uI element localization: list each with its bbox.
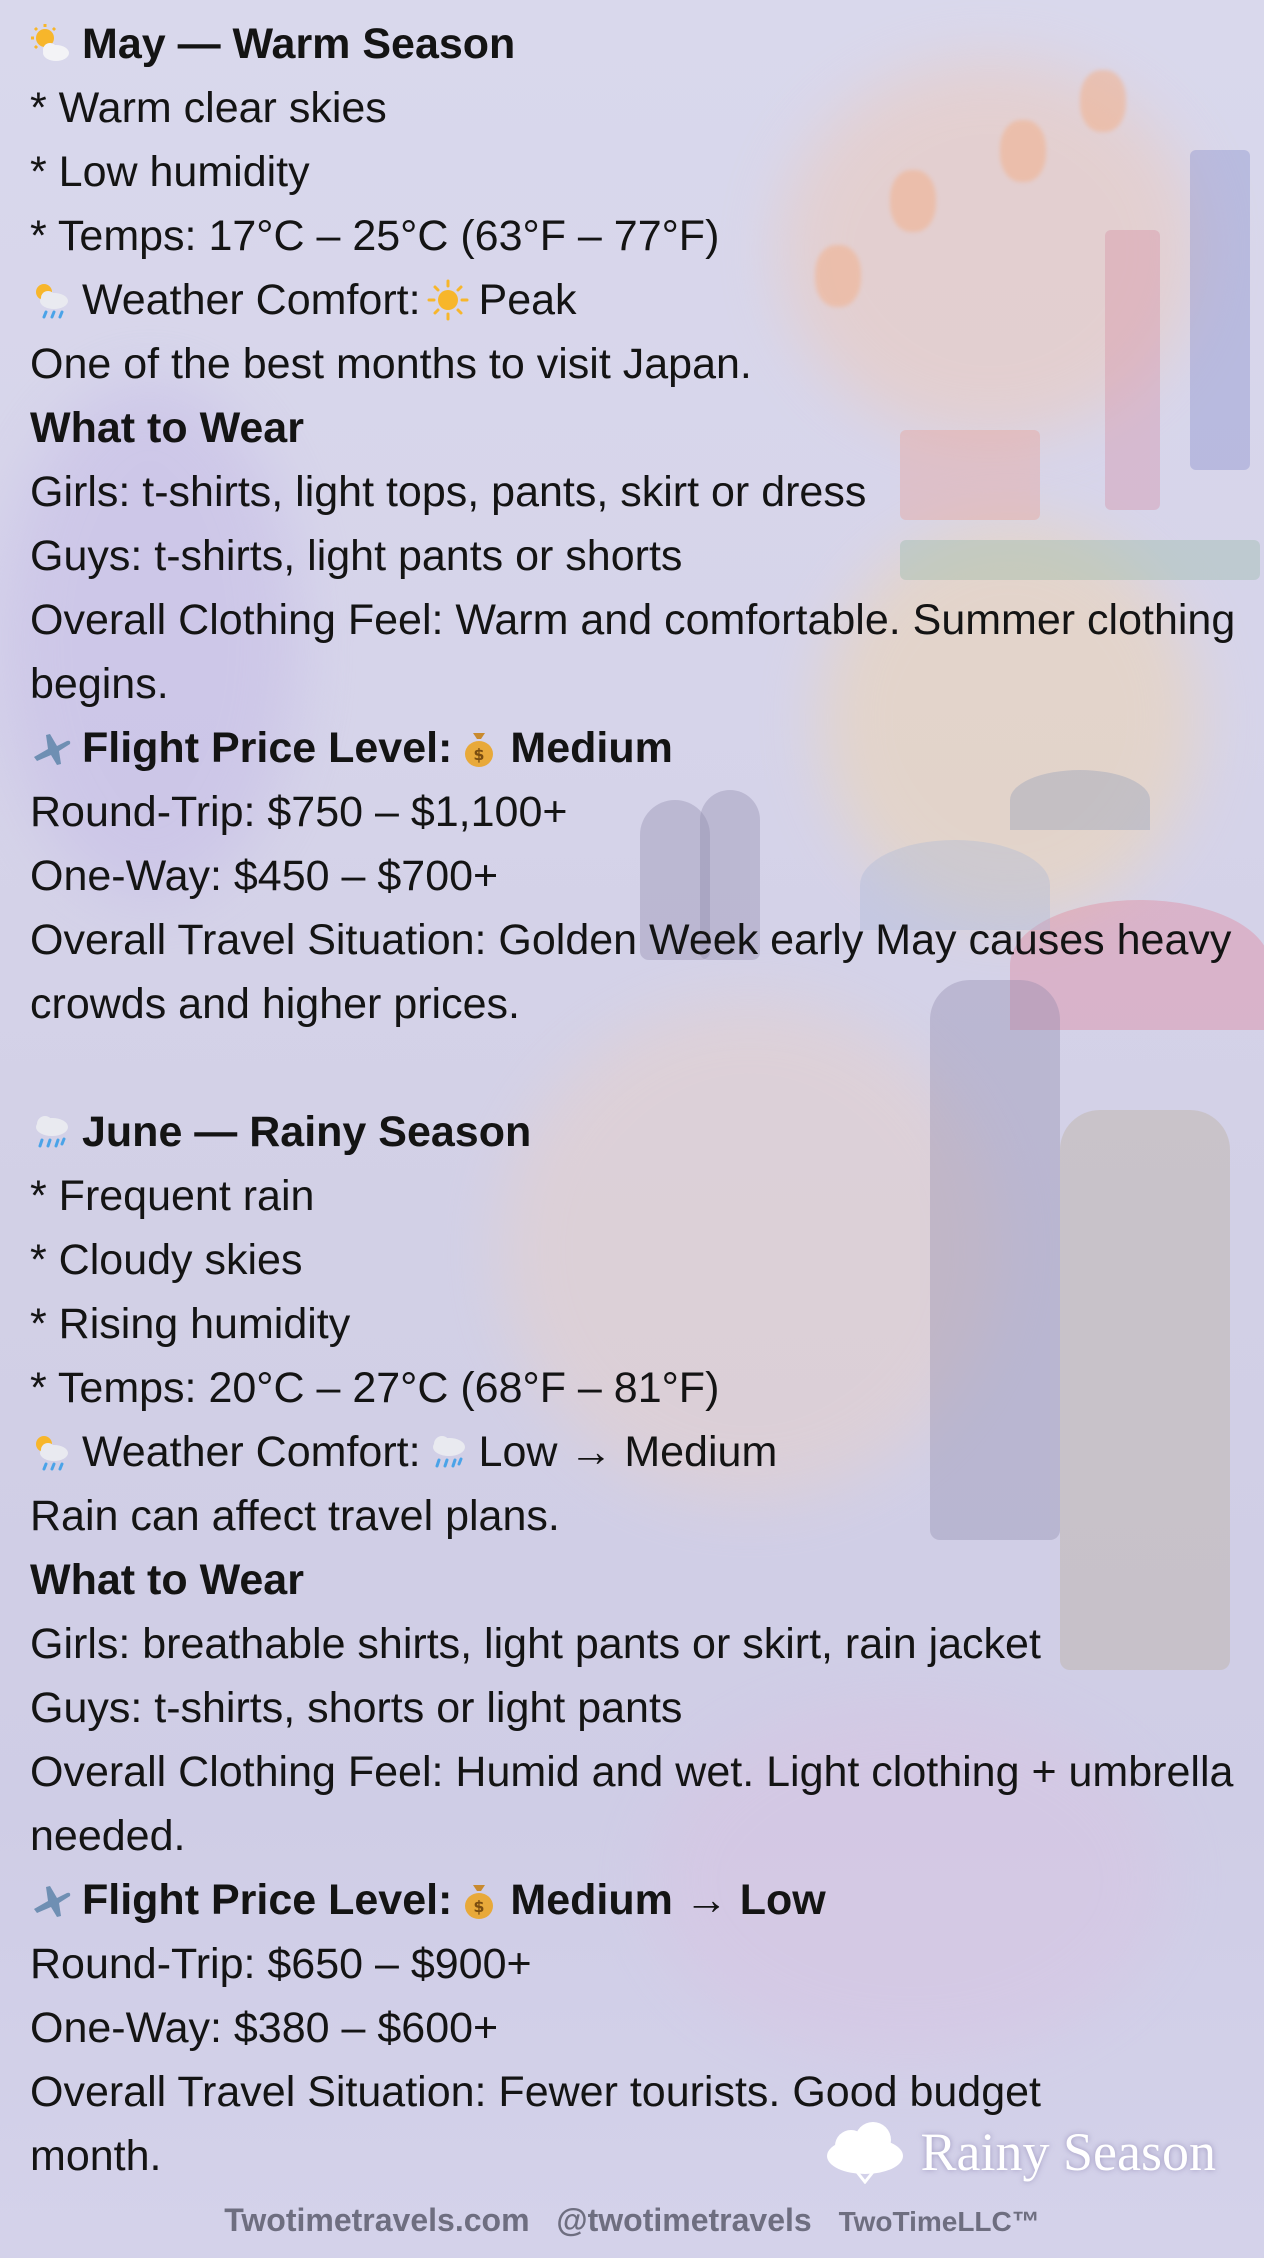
airplane-icon <box>30 1879 72 1921</box>
may-heading-text: May — Warm Season <box>82 20 516 68</box>
may-wear-heading: What to Wear <box>30 404 304 452</box>
june-note: Rain can affect travel plans. <box>30 1492 560 1540</box>
money-bag-icon <box>458 727 500 769</box>
june-one-way: One-Way: $380 – $600+ <box>30 2004 499 2052</box>
footer-credits <box>0 2202 1264 2239</box>
may-comfort-value: Peak <box>478 276 577 324</box>
cloud-with-rain-icon <box>427 1431 469 1473</box>
june-flight-price <box>30 1868 1240 1932</box>
may-bullet-temps: * Temps: 17°C – 25°C (63°F – 77°F) <box>30 212 720 260</box>
cloud-logo-icon <box>821 2120 907 2184</box>
may-bullet-skies: * Warm clear skies <box>30 84 387 132</box>
june-weather-comfort <box>30 1420 1240 1484</box>
june-flight-label: Flight Price Level: <box>82 1876 453 1924</box>
june-bullet-humidity: * Rising humidity <box>30 1300 351 1348</box>
june-bullet-rain: * Frequent rain <box>30 1172 315 1220</box>
svg-text:$: $ <box>473 745 485 764</box>
june-comfort-value: Low → Medium <box>478 1428 778 1476</box>
sun-behind-cloud-icon <box>30 23 72 65</box>
sun-behind-rain-cloud-icon <box>30 279 72 321</box>
sun-icon <box>427 279 469 321</box>
may-wear-guys: Guys: t-shirts, light pants or shorts <box>30 532 683 580</box>
footer-brand: TwoTimeLLC™ <box>838 2206 1040 2237</box>
june-comfort-label: Weather Comfort: <box>82 1428 421 1476</box>
may-travel-situation: Overall Travel Situation: Golden Week early May causes heavy crowds and higher prices. <box>30 916 1232 1028</box>
footer-handle[interactable]: @twotimetravels <box>556 2202 812 2238</box>
svg-text:$: $ <box>473 1897 485 1916</box>
watermark-text: Rainy Season <box>920 2122 1216 2182</box>
may-note: One of the best months to visit Japan. <box>30 340 752 388</box>
sun-behind-rain-cloud-icon <box>30 1431 72 1473</box>
may-round-trip: Round-Trip: $750 – $1,100+ <box>30 788 568 836</box>
june-wear-girls: Girls: breathable shirts, light pants or skirt, rain jacket <box>30 1620 1041 1668</box>
june-bullet-temps: * Temps: 20°C – 27°C (68°F – 81°F) <box>30 1364 720 1412</box>
may-heading <box>30 12 1240 76</box>
may-bullet-humidity: * Low humidity <box>30 148 310 196</box>
may-comfort-label: Weather Comfort: <box>82 276 421 324</box>
may-flight-price <box>30 716 1240 780</box>
june-clothing-feel: Overall Clothing Feel: Humid and wet. Light clothing + umbrella needed. <box>30 1748 1234 1860</box>
money-bag-icon <box>458 1879 500 1921</box>
june-round-trip: Round-Trip: $650 – $900+ <box>30 1940 532 1988</box>
may-weather-comfort <box>30 268 1240 332</box>
june-heading <box>30 1100 1240 1164</box>
may-clothing-feel: Overall Clothing Feel: Warm and comfortable. Summer clothing begins. <box>30 596 1236 708</box>
june-wear-guys: Guys: t-shirts, shorts or light pants <box>30 1684 683 1732</box>
month-guide <box>30 12 1240 2188</box>
may-wear-girls: Girls: t-shirts, light tops, pants, skirt or dress <box>30 468 867 516</box>
section-spacer <box>30 1036 1240 1100</box>
june-flight-value: Medium → Low <box>510 1876 826 1924</box>
footer-website[interactable]: Twotimetravels.com <box>224 2202 530 2238</box>
may-one-way: One-Way: $450 – $700+ <box>30 852 499 900</box>
rainy-season-watermark <box>821 2120 1216 2184</box>
june-heading-text: June — Rainy Season <box>82 1108 532 1156</box>
may-flight-value: Medium <box>510 724 673 772</box>
june-bullet-skies: * Cloudy skies <box>30 1236 303 1284</box>
june-travel-situation: Overall Travel Situation: Fewer tourists. Good budget month. <box>30 2068 1041 2180</box>
cloud-with-rain-icon <box>30 1111 72 1153</box>
may-flight-label: Flight Price Level: <box>82 724 453 772</box>
airplane-icon <box>30 727 72 769</box>
june-wear-heading: What to Wear <box>30 1556 304 1604</box>
